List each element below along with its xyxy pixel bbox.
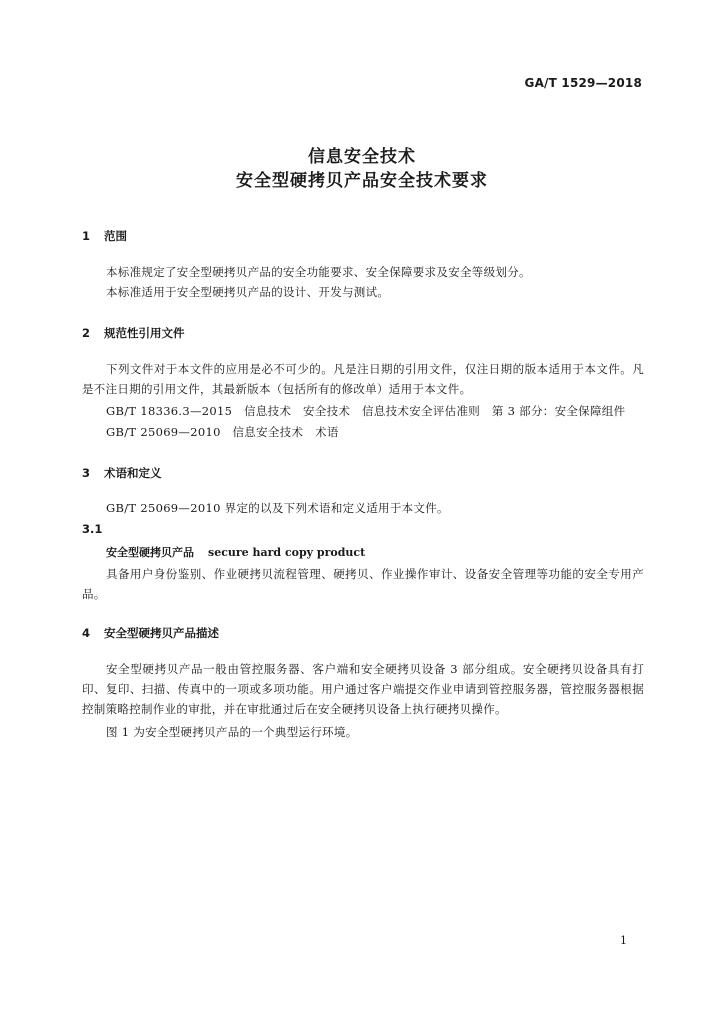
- section-1-paragraph-1: 本标准规定了安全型硬拷贝产品的安全功能要求、安全保障要求及安全等级划分。: [106, 265, 531, 279]
- term-chinese: 安全型硬拷贝产品: [106, 546, 194, 559]
- section-number: 1: [82, 229, 91, 243]
- term-english: secure hard copy product: [208, 546, 366, 559]
- section-title: 范围: [104, 229, 127, 243]
- section-4-paragraph-1: 安全型硬拷贝产品一般由管控服务器、客户端和安全硬拷贝设备 3 部分组成。安全硬拷贝设备具有打印、复印、扫描、传真中的一项或多项功能。用户通过客户端提交作业申请到管控服务器，管控服务器根据控制策略控制作业的审批，并在审批通过后在安全硬拷贝设备上执行硬拷贝操作。: [82, 662, 644, 716]
- section-title: 安全型硬拷贝产品描述: [104, 626, 219, 640]
- section-4-heading: [82, 625, 219, 641]
- section-4-paragraph-2: 图 1 为安全型硬拷贝产品的一个典型运行环境。: [106, 725, 358, 739]
- section-title: 规范性引用文件: [104, 326, 185, 340]
- document-title-line-2: 安全型硬拷贝产品安全技术要求: [236, 171, 488, 191]
- normative-reference-2: GB/T 25069—2010 信息安全技术 术语: [106, 425, 339, 439]
- section-1-heading: [82, 228, 127, 244]
- section-2-paragraph-1: 下列文件对于本文件的应用是必不可少的。凡是注日期的引用文件，仅注日期的版本适用于本文件。凡是不注日期的引用文件，其最新版本（包括所有的修改单）适用于本文件。: [82, 362, 644, 396]
- section-2-heading: [82, 325, 185, 341]
- section-3-paragraph-1: GB/T 25069—2010 界定的以及下列术语和定义适用于本文件。: [106, 501, 449, 515]
- section-number: 4: [82, 626, 91, 640]
- section-title: 术语和定义: [104, 466, 162, 480]
- section-3-heading: [82, 465, 162, 481]
- clause-number: 3.1: [82, 522, 103, 536]
- term-entry: [106, 544, 365, 560]
- standard-code: GA/T 1529—2018: [524, 76, 642, 90]
- document-title-line-1: 信息安全技术: [308, 147, 416, 167]
- page-number: 1: [620, 934, 627, 947]
- section-1-paragraph-2: 本标准适用于安全型硬拷贝产品的设计、开发与测试。: [106, 285, 390, 299]
- section-number: 3: [82, 466, 91, 480]
- normative-reference-1: GB/T 18336.3—2015 信息技术 安全技术 信息技术安全评估准则 第 3 部分：安全保障组件: [106, 404, 626, 418]
- section-number: 2: [82, 326, 91, 340]
- term-definition: 具备用户身份鉴别、作业硬拷贝流程管理、硬拷贝、作业操作审计、设备安全管理等功能的安全专用产品。: [82, 567, 644, 601]
